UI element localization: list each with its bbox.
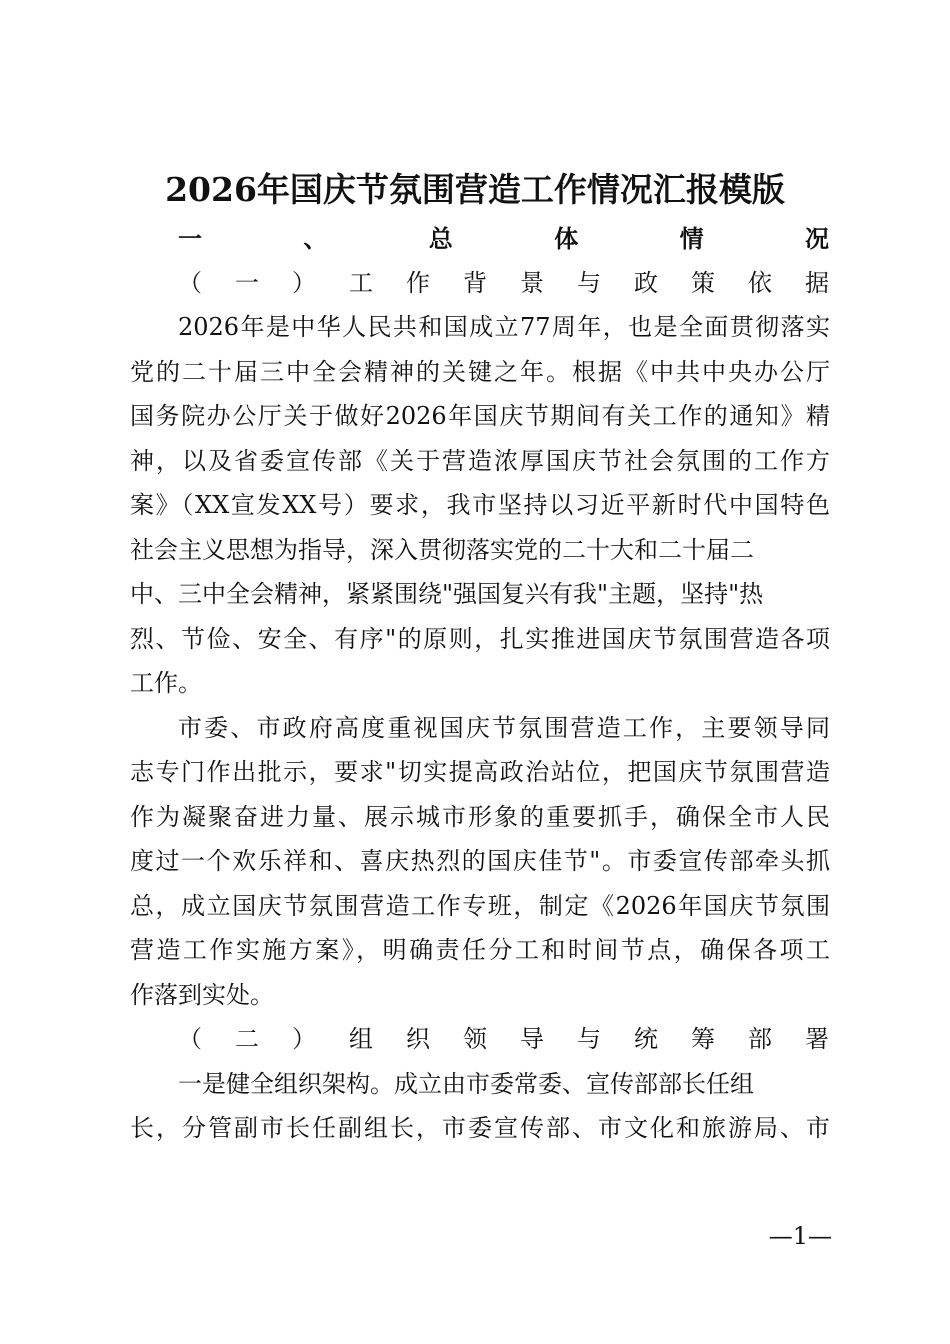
paragraph-line: 志专门作出批示，要求"切实提高政治站位，把国庆节氛围营造 (130, 758, 830, 786)
paragraph-line: 神，以及省委宣传部《关于营造浓厚国庆节社会氛围的工作方 (130, 447, 830, 475)
paragraph-line: 总，成立国庆节氛围营造工作专班，制定《2026年国庆节氛围 (130, 892, 830, 920)
paragraph-line: 作落到实处。 (130, 981, 274, 1009)
paragraph-line: 党的二十届三中全会精神的关键之年。根据《中共中央办公厅 (130, 358, 830, 386)
paragraph-line: 工作。 (130, 669, 202, 697)
document-title: 2026年国庆节氛围营造工作情况汇报模版 (165, 170, 785, 209)
paragraph-line: 案》（XX宣发XX号）要求，我市坚持以习近平新时代中国特色 (130, 491, 830, 519)
paragraph-line: 长，分管副市长任副组长，市委宣传部、市文化和旅游局、市 (130, 1114, 830, 1142)
paragraph-line: 度过一个欢乐祥和、喜庆热烈的国庆佳节"。市委宣传部牵头抓 (130, 847, 830, 875)
subsection-heading-organization: （二）组织领导与统筹部署 (178, 1025, 830, 1053)
paragraph-line: 中、三中全会精神，紧紧围绕"强国复兴有我"主题，坚持"热 (130, 580, 764, 608)
paragraph-line: 市委、市政府高度重视国庆节氛围营造工作，主要领导同 (178, 714, 830, 742)
section-heading-overview: 一、总体情况 (178, 225, 830, 253)
paragraph-line: 烈、节俭、安全、有序"的原则，扎实推进国庆节氛围营造各项 (130, 625, 830, 653)
paragraph-line: 国务院办公厅关于做好2026年国庆节期间有关工作的通知》精 (130, 402, 830, 430)
page-number: —1— (768, 1222, 832, 1250)
paragraph-line: 一是健全组织架构。成立由市委常委、宣传部部长任组 (178, 1070, 754, 1098)
paragraph-line: 营造工作实施方案》，明确责任分工和时间节点，确保各项工 (130, 936, 830, 964)
paragraph-line: 社会主义思想为指导，深入贯彻落实党的二十大和二十届二 (130, 536, 754, 564)
paragraph-line: 作为凝聚奋进力量、展示城市形象的重要抓手，确保全市人民 (130, 803, 830, 831)
subsection-heading-background: （一）工作背景与政策依据 (178, 269, 830, 297)
paragraph-line: 2026年是中华人民共和国成立77周年，也是全面贯彻落实 (178, 313, 830, 341)
